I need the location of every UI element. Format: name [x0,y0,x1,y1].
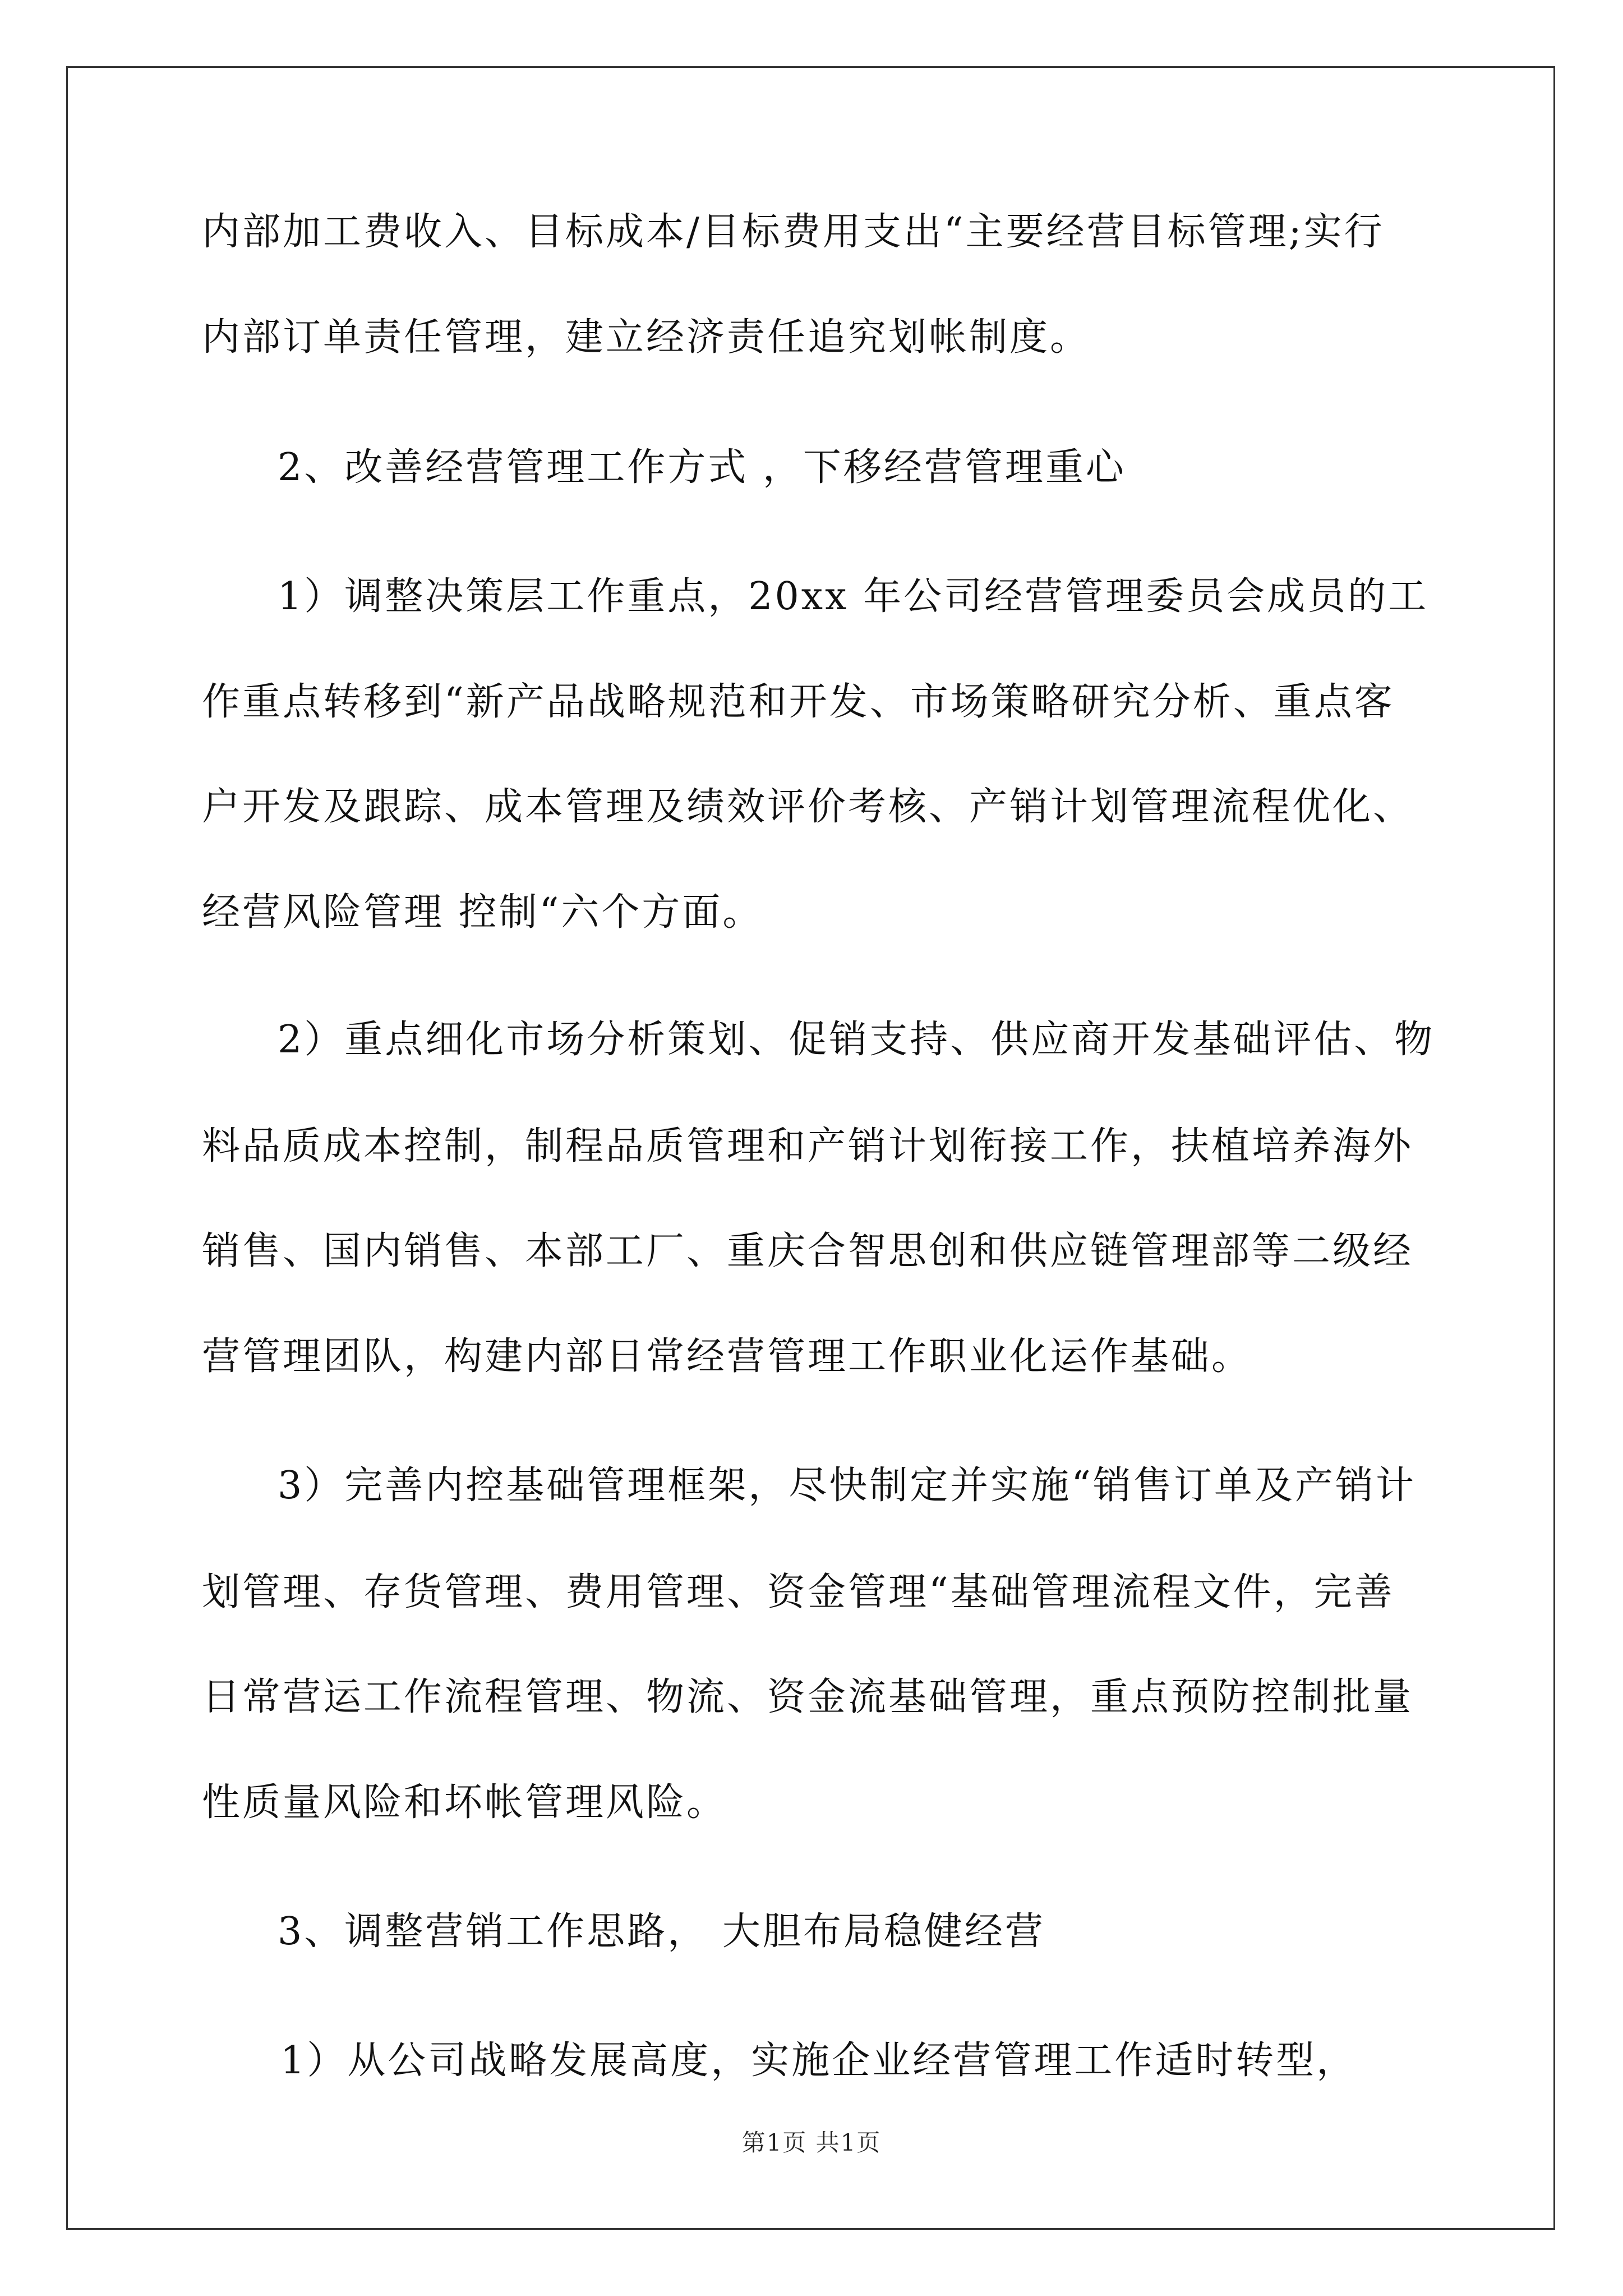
text-line: 作重点转移到“新产品战略规范和开发、市场策略研究分析、重点客 [202,680,1395,724]
text-line: 内部订单责任管理，建立经济责任追究划帐制度。 [202,315,1091,360]
section-heading: 2、改善经营管理工作方式 ，下移经营管理重心 [278,445,1126,490]
text-line: 料品质成本控制，制程品质管理和产销计划衔接工作，扶植培养海外 [202,1124,1414,1168]
page-footer: 第1页 共1页 [741,2129,882,2156]
text-line: 性质量风险和坏帐管理风险。 [202,1780,727,1825]
text-line: 营管理团队，构建内部日常经营管理工作职业化运作基础。 [202,1335,1252,1379]
text-line: 内部加工费收入、目标成本/目标费用支出“主要经营目标管理;实行 [202,210,1385,254]
text-line: 经营风险管理 控制“六个方面。 [202,890,763,935]
text-line: 3）完善内控基础管理框架，尽快制定并实施“销售订单及产销计 [278,1464,1417,1508]
text-line: 日常营运工作流程管理、物流、资金流基础管理，重点预防控制批量 [202,1675,1414,1719]
text-line: 划管理、存货管理、费用管理、资金管理“基础管理流程文件，完善 [202,1570,1395,1614]
text-line: 销售、国内销售、本部工厂、重庆合智思创和供应链管理部等二级经 [202,1229,1414,1273]
text-line: 1）从公司战略发展高度，实施企业经营管理工作适时转型， [280,2039,1357,2083]
section-heading: 3、调整营销工作思路， 大胆布局稳健经营 [278,1910,1045,1954]
text-line: 户开发及跟踪、成本管理及绩效评价考核、产销计划管理流程优化、 [202,785,1414,829]
text-line: 1）调整决策层工作重点，20xx 年公司经营管理委员会成员的工 [278,574,1429,619]
text-line: 2）重点细化市场分析策划、促销支持、供应商开发基础评估、物 [278,1018,1435,1062]
